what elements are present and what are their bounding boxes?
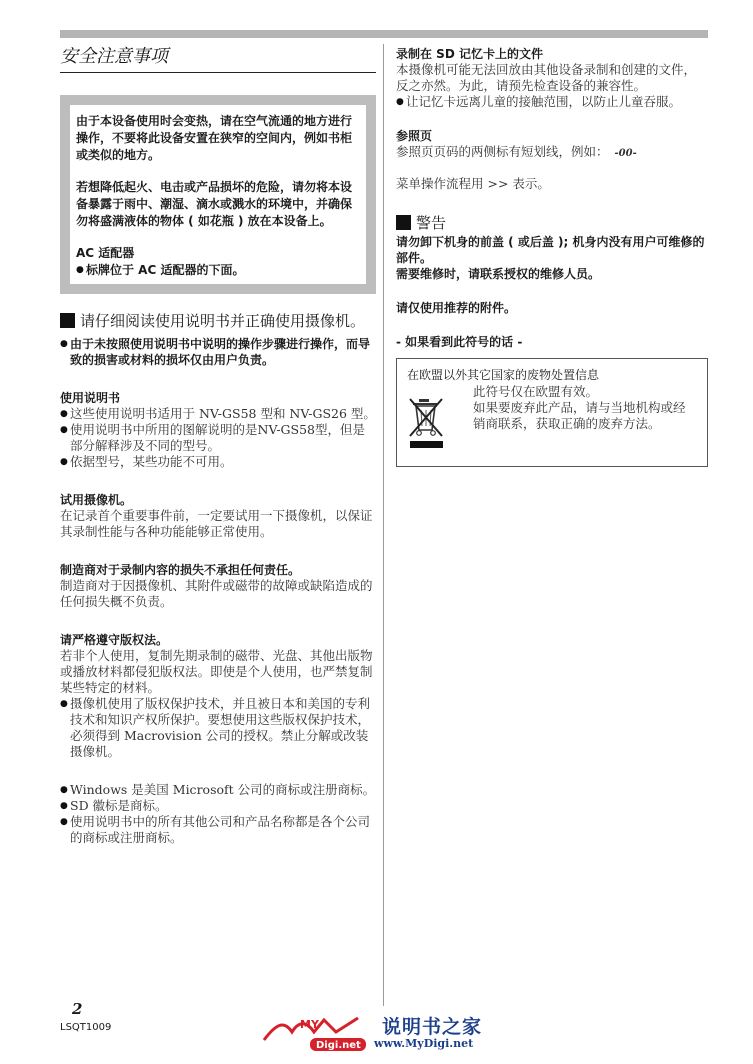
reference-page-example: -00-: [614, 148, 637, 159]
trademark-sd: ● SD 徽标是商标。: [60, 798, 376, 814]
copyright-section-text: 若非个人使用，复制先期录制的磁带、光盘、其他出版物或播放材料都侵犯版权法。即使是个人使用，也严禁复制某些特定的材料。: [60, 648, 373, 695]
page-title: 安全注意事项: [60, 46, 376, 73]
watermark-logo: [262, 1014, 492, 1054]
liability-section-text: 制造商对于因摄像机、其附件或磁带的故障或缺陷造成的任何损失概不负责。: [60, 578, 373, 609]
left-column: [60, 46, 376, 846]
ventilation-warning: 由于本设备使用时会变热，请在空气流通的地方进行操作，不要将此设备安置在狭窄的空间内，例如书柜或类似的地方。: [76, 114, 353, 162]
warning-service-text: 需要维修时，请联系授权的维修人员。: [396, 267, 601, 281]
logo-tag: Digi.net: [316, 1040, 361, 1051]
warning-accessories-text: 请仅使用推荐的附件。: [396, 301, 517, 315]
reference-page-title: 参照页: [396, 129, 433, 143]
logo-url-text: www.MyDigi.net: [374, 1037, 474, 1050]
trial-section-title: 试用摄像机。: [60, 493, 133, 507]
page-number: 2: [72, 1000, 83, 1018]
read-manual-heading-text: 请仔细阅读使用说明书并正确使用摄像机。: [80, 312, 366, 330]
menu-operation-note: 菜单操作流程用 >> 表示。: [396, 176, 550, 191]
eu-disposal-box: [396, 358, 708, 467]
column-divider: [383, 44, 384, 1006]
sd-section-bullet: ● 让记忆卡远离儿童的接触范围，以防止儿童吞服。: [396, 94, 708, 110]
ac-adapter-note: ● 标牌位于 AC 适配器的下面。: [76, 262, 358, 278]
square-bullet-icon: [396, 215, 411, 230]
header-bar: [60, 30, 708, 38]
safety-warning-box: [60, 95, 376, 294]
sd-section-title: 录制在 SD 记忆卡上的文件: [396, 47, 543, 61]
trial-section-text: 在记录首个重要事件前，一定要试用一下摄像机，以保证其录制性能与各种功能能够正常使用。: [60, 508, 373, 539]
moisture-warning: 若想降低起火、电击或产品损坏的危险，请勿将本设备暴露于雨中、潮湿、滴水或溅水的环境中，并确保勿将盛满液体的物体 ( 如花瓶 ) 放在本设备上。: [76, 180, 353, 228]
eu-disposal-text: [473, 384, 697, 452]
manual-section-title: 使用说明书: [60, 391, 121, 405]
reference-page-text: [396, 144, 708, 162]
copyright-section-title: 请严格遵守版权法。: [60, 633, 169, 647]
safety-warning-inner: [70, 105, 366, 284]
warning-cover-text: 请勿卸下机身的前盖 ( 或后盖 ); 机身内没有用户可维修的部件。: [396, 235, 705, 265]
warning-heading: [396, 214, 708, 232]
eu-disposal-title: 在欧盟以外其它国家的废物处置信息: [407, 368, 600, 382]
ac-adapter-title: AC 适配器: [76, 246, 135, 260]
document-code: LSQT1009: [60, 1022, 112, 1033]
sd-section-text: 本摄像机可能无法回放由其他设备录制和创建的文件，反之亦然。为此，请预先检查设备的兼容性。: [396, 62, 697, 93]
symbol-intro-text: - 如果看到此符号的话 -: [396, 335, 523, 349]
copyright-bullet: ● 摄像机使用了版权保护技术，并且被日本和美国的专利技术和知识产权所保护。要想使用这些版权保护技术，必须得到 Macrovision 公司的授权。禁止分解或改装摄像机。: [60, 696, 376, 760]
liability-section-title: 制造商对于录制内容的损失不承担任何责任。: [60, 563, 301, 577]
read-manual-heading: [60, 312, 376, 330]
warning-heading-text: 警告: [416, 214, 447, 232]
manual-bullet-1: ● 这些使用说明书适用于 NV-GS58 型和 NV-GS26 型。: [60, 406, 376, 422]
manual-bullet-2: ● 使用说明书中所用的图解说明的是NV-GS58型，但是部分解释涉及不同的型号。: [60, 422, 376, 454]
trademark-others: ● 使用说明书中的所有其他公司和产品名称都是各个公司的商标或注册商标。: [60, 814, 376, 846]
square-bullet-icon: [60, 313, 75, 328]
logo-mark: MY: [300, 1018, 319, 1031]
logo-chinese-text: 说明书之家: [382, 1016, 483, 1038]
crossed-bin-icon: [407, 384, 473, 452]
right-column: [396, 46, 708, 467]
eu-disposal-line2: 如果要废弃此产品，请与当地机构或经销商联系，获取正确的废弃方法。: [473, 400, 686, 431]
eu-disposal-line1: 此符号仅在欧盟有效。: [473, 384, 599, 399]
trademark-windows: ● Windows 是美国 Microsoft 公司的商标或注册商标。: [60, 782, 376, 798]
reference-page-text-main: 参照页页码的两侧标有短划线，例如：: [396, 144, 609, 159]
read-manual-note: ● 由于未按照使用说明书中说明的操作步骤进行操作，而导致的损害或材料的损坏仅由用户负责。: [60, 336, 376, 368]
manual-bullet-3: ● 依据型号，某些功能不可用。: [60, 454, 376, 470]
